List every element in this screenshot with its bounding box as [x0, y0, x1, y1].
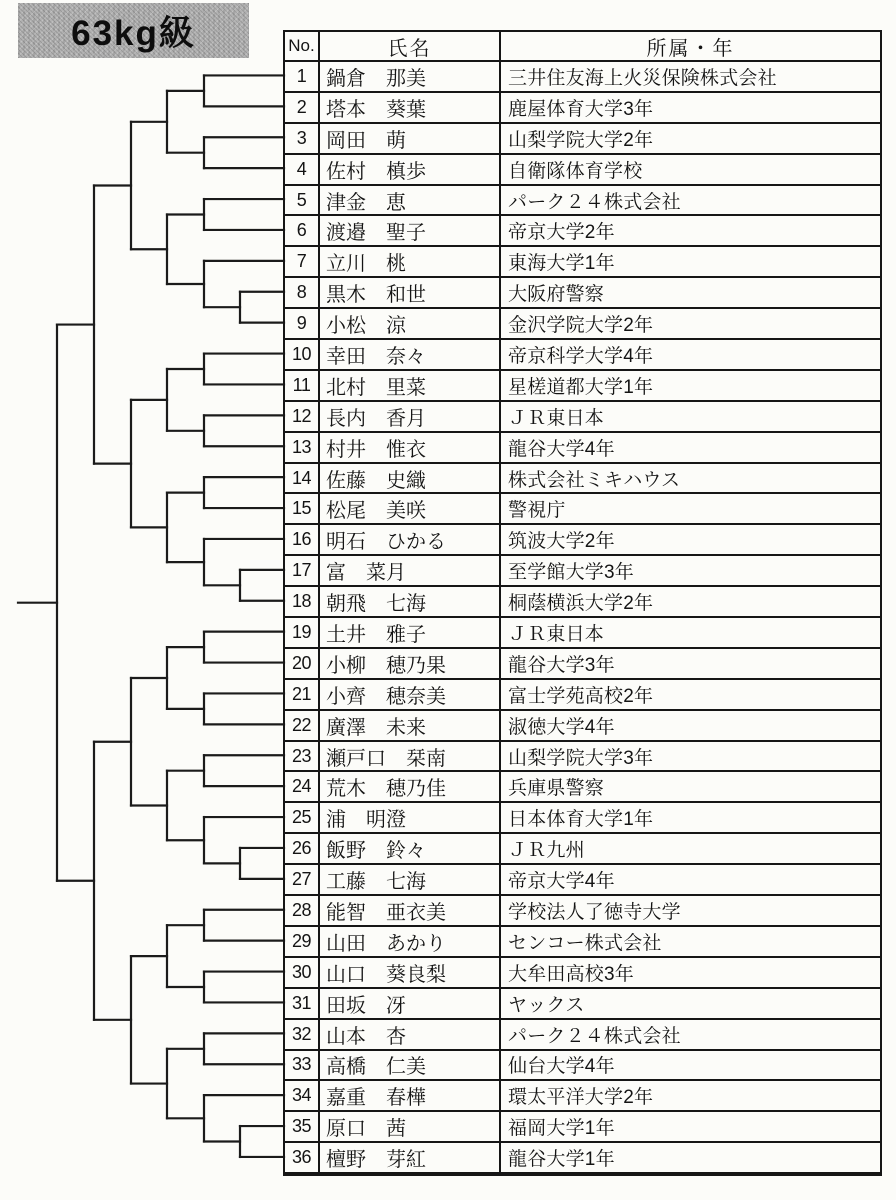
player-no: 9	[285, 309, 320, 340]
player-name: 廣澤 未来	[320, 711, 501, 742]
player-name: 浦 明澄	[320, 803, 501, 834]
player-affiliation: 筑波大学2年	[501, 525, 880, 556]
player-name: 小柳 穂乃果	[320, 649, 501, 680]
players-table	[283, 30, 882, 1176]
player-affiliation: パーク２４株式会社	[501, 186, 880, 217]
player-name: 富 菜月	[320, 556, 501, 587]
player-no: 14	[285, 464, 320, 495]
player-affiliation: 至学館大学3年	[501, 556, 880, 587]
weight-class-title: 63kg級	[18, 3, 249, 58]
player-affiliation: 大阪府警察	[501, 278, 880, 309]
player-name: 村井 惟衣	[320, 433, 501, 464]
player-affiliation: 自衛隊体育学校	[501, 155, 880, 186]
player-name: 田坂 冴	[320, 989, 501, 1020]
player-name: 山本 杏	[320, 1020, 501, 1051]
player-affiliation: 環太平洋大学2年	[501, 1081, 880, 1112]
player-no: 10	[285, 340, 320, 371]
player-affiliation: 星槎道都大学1年	[501, 371, 880, 402]
player-affiliation: 帝京大学2年	[501, 216, 880, 247]
col-header-no: No.	[285, 32, 320, 62]
player-name: 渡邉 聖子	[320, 216, 501, 247]
player-no: 36	[285, 1143, 320, 1174]
player-no: 18	[285, 587, 320, 618]
player-name: 塔本 葵葉	[320, 93, 501, 124]
player-affiliation: 富士学苑高校2年	[501, 680, 880, 711]
player-affiliation: パーク２４株式会社	[501, 1020, 880, 1051]
player-name: 山田 あかり	[320, 927, 501, 958]
player-name: 北村 里菜	[320, 371, 501, 402]
player-name: 高橋 仁美	[320, 1051, 501, 1082]
player-no: 3	[285, 124, 320, 155]
player-affiliation: 桐蔭横浜大学2年	[501, 587, 880, 618]
player-name: 佐藤 史織	[320, 464, 501, 495]
player-no: 31	[285, 989, 320, 1020]
player-name: 津金 恵	[320, 186, 501, 217]
player-affiliation: 兵庫県警察	[501, 772, 880, 803]
player-affiliation: 東海大学1年	[501, 247, 880, 278]
player-name: 鍋倉 那美	[320, 62, 501, 93]
player-affiliation: 山梨学院大学2年	[501, 124, 880, 155]
player-no: 19	[285, 618, 320, 649]
player-no: 30	[285, 958, 320, 989]
player-no: 4	[285, 155, 320, 186]
player-affiliation: ヤックス	[501, 989, 880, 1020]
player-no: 23	[285, 742, 320, 773]
player-affiliation: ＪＲ九州	[501, 834, 880, 865]
player-no: 6	[285, 216, 320, 247]
player-no: 33	[285, 1051, 320, 1082]
player-name: 飯野 鈴々	[320, 834, 501, 865]
player-no: 35	[285, 1112, 320, 1143]
player-no: 25	[285, 803, 320, 834]
player-affiliation: 龍谷大学3年	[501, 649, 880, 680]
player-affiliation: 帝京科学大学4年	[501, 340, 880, 371]
player-no: 1	[285, 62, 320, 93]
player-name: 黒木 和世	[320, 278, 501, 309]
player-no: 8	[285, 278, 320, 309]
player-name: 幸田 奈々	[320, 340, 501, 371]
player-no: 12	[285, 402, 320, 433]
player-no: 16	[285, 525, 320, 556]
player-name: 松尾 美咲	[320, 494, 501, 525]
player-name: 朝飛 七海	[320, 587, 501, 618]
player-no: 24	[285, 772, 320, 803]
player-name: 明石 ひかる	[320, 525, 501, 556]
player-no: 20	[285, 649, 320, 680]
player-name: 長内 香月	[320, 402, 501, 433]
player-name: 立川 桃	[320, 247, 501, 278]
player-affiliation: 鹿屋体育大学3年	[501, 93, 880, 124]
player-affiliation: 日本体育大学1年	[501, 803, 880, 834]
player-name: 瀬戸口 栞南	[320, 742, 501, 773]
player-affiliation: 金沢学院大学2年	[501, 309, 880, 340]
col-header-affiliation: 所属・年	[501, 32, 880, 62]
player-affiliation: 警視庁	[501, 494, 880, 525]
player-affiliation: 山梨学院大学3年	[501, 742, 880, 773]
player-affiliation: 淑徳大学4年	[501, 711, 880, 742]
player-affiliation: 福岡大学1年	[501, 1112, 880, 1143]
player-name: 檀野 芽紅	[320, 1143, 501, 1174]
player-no: 15	[285, 494, 320, 525]
player-name: 山口 葵良梨	[320, 958, 501, 989]
player-affiliation: ＪＲ東日本	[501, 402, 880, 433]
player-no: 21	[285, 680, 320, 711]
player-no: 13	[285, 433, 320, 464]
player-name: 小齊 穂奈美	[320, 680, 501, 711]
player-affiliation: 帝京大学4年	[501, 865, 880, 896]
col-header-name: 氏名	[320, 32, 501, 62]
player-affiliation: 仙台大学4年	[501, 1051, 880, 1082]
player-no: 11	[285, 371, 320, 402]
player-affiliation: ＪＲ東日本	[501, 618, 880, 649]
player-name: 能智 亜衣美	[320, 896, 501, 927]
player-no: 7	[285, 247, 320, 278]
player-affiliation: 龍谷大学1年	[501, 1143, 880, 1174]
player-no: 27	[285, 865, 320, 896]
player-name: 岡田 萌	[320, 124, 501, 155]
player-name: 土井 雅子	[320, 618, 501, 649]
player-name: 嘉重 春樺	[320, 1081, 501, 1112]
player-affiliation: 龍谷大学4年	[501, 433, 880, 464]
player-name: 原口 茜	[320, 1112, 501, 1143]
player-affiliation: センコー株式会社	[501, 927, 880, 958]
player-name: 工藤 七海	[320, 865, 501, 896]
player-no: 22	[285, 711, 320, 742]
player-no: 34	[285, 1081, 320, 1112]
player-name: 小松 涼	[320, 309, 501, 340]
player-affiliation: 三井住友海上火災保険株式会社	[501, 62, 880, 93]
player-affiliation: 学校法人了徳寺大学	[501, 896, 880, 927]
player-no: 32	[285, 1020, 320, 1051]
player-name: 荒木 穂乃佳	[320, 772, 501, 803]
player-no: 26	[285, 834, 320, 865]
player-affiliation: 株式会社ミキハウス	[501, 464, 880, 495]
player-name: 佐村 槙歩	[320, 155, 501, 186]
player-no: 5	[285, 186, 320, 217]
player-no: 29	[285, 927, 320, 958]
player-no: 28	[285, 896, 320, 927]
player-no: 17	[285, 556, 320, 587]
player-no: 2	[285, 93, 320, 124]
player-affiliation: 大牟田高校3年	[501, 958, 880, 989]
